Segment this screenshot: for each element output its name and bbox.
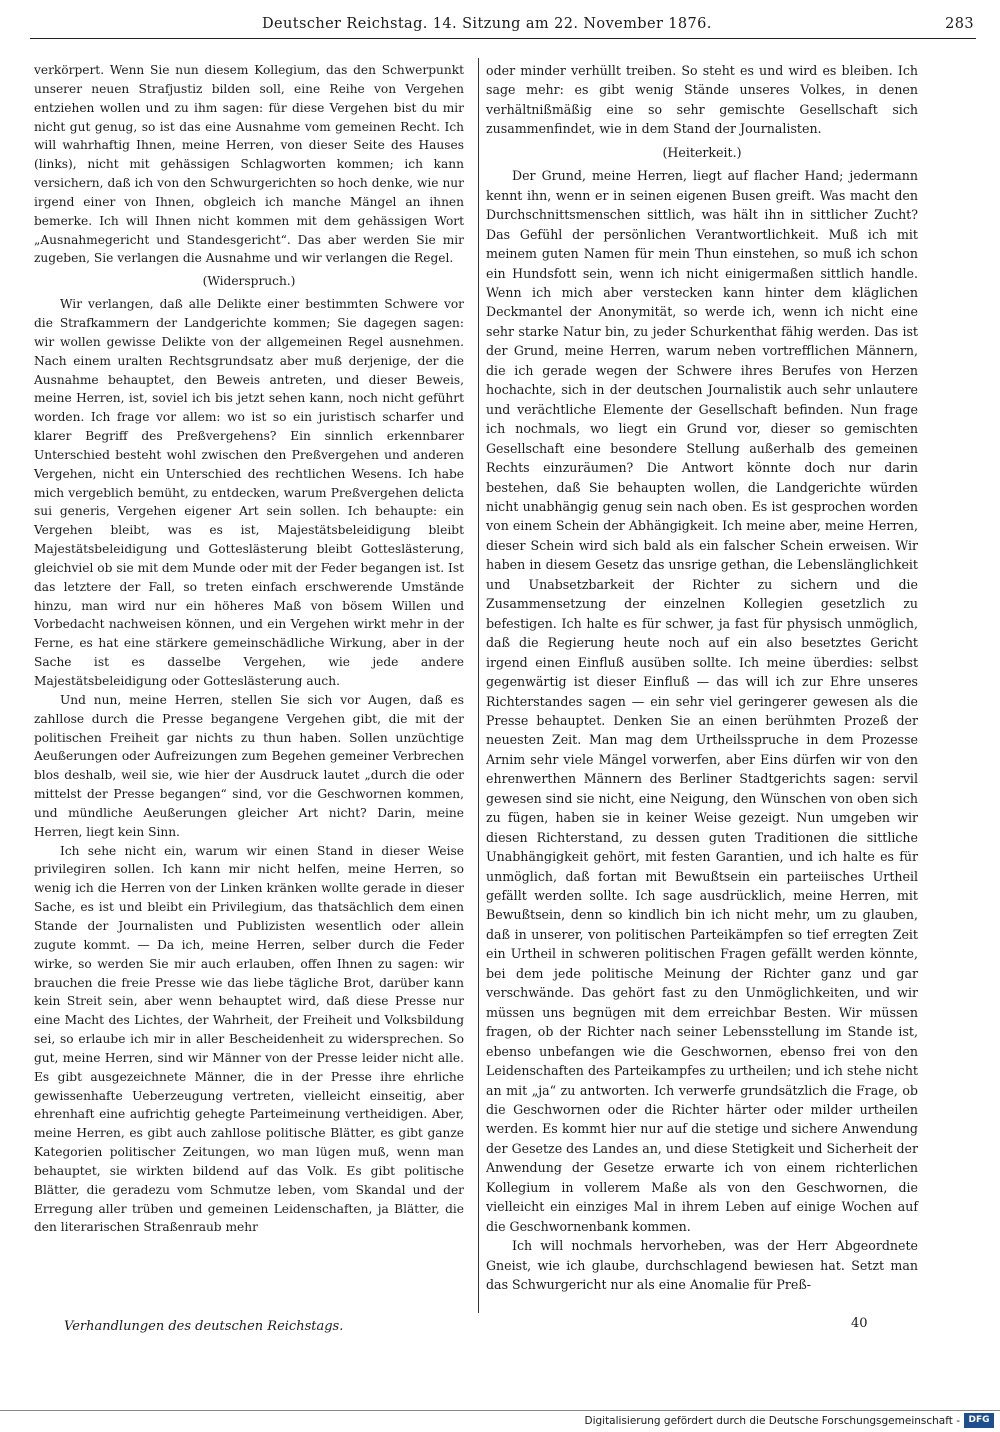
running-header	[30, 12, 980, 38]
right-column	[486, 61, 918, 1295]
interjection: (Heiterkeit.)	[662, 144, 742, 160]
dfg-logo: DFG	[964, 1413, 994, 1428]
column-footer: Verhandlungen des deutschen Reichstags.	[64, 1319, 344, 1334]
paragraph: Ich will nochmals hervorheben, was der Herr Abgeordnete Gneist, wie ich glaube, durchschlagend bewiesen hat. Setzt man das Schwurgericht nur als eine Anomalie für Preß-	[486, 1238, 918, 1293]
paragraph: verkörpert. Wenn Sie nun diesem Kollegium, das den Schwerpunkt unserer neuen Strafjustiz bilden soll, eine Reihe von Vergehen entziehen wollen und zu ihm sagen: für diese Vergehen bist du mir nicht gut genug, so ist das eine Ausnahme vom gemeinen Recht. Ich will wahrhaftig Ihnen, meine Herren, von dieser Seite des Hauses (links), nicht mit gehässigen Schlagworten kommen; ich kann versichern, daß ich von den Schwurgerichten so hoch denke, wie nur irgend einer von Ihnen, obgleich ich manche Mängel an ihnen bemerke. Ich will Ihnen nicht kommen mit dem gehässigen Wort „Ausnahmegericht und Standesgericht“. Das aber werden Sie mir zugeben, Sie verlangen die Ausnahme und wir verlangen die Regel.	[34, 63, 464, 266]
paragraph: oder minder verhüllt treiben. So steht es und wird es bleiben. Ich sage mehr: es gibt wenig Stände unseres Volkes, in denen verhältnißmäßig eine so sehr gemischte Gesellschaft sich zusammenfindet, wie in dem Stand der Journalisten.	[486, 63, 918, 137]
footer-rule	[0, 1410, 1000, 1411]
header-title: Deutscher Reichstag. 14. Sitzung am 22. November 1876.	[262, 16, 712, 32]
header-rule	[30, 38, 976, 39]
sheet-number: 40	[851, 1316, 868, 1331]
digitization-credit: Digitalisierung gefördert durch die Deutsche Forschungsgemeinschaft -	[584, 1415, 960, 1427]
paragraph: Wir verlangen, daß alle Delikte einer bestimmten Schwere vor die Strafkammern der Landgerichte kommen; Sie dagegen sagen: wir wollen gewisse Delikte von der allgemeinen Regel ausnehmen. Nach einem uralten Rechtsgrundsatz aber muß derjenige, der die Ausnahme behauptet, den Beweis antreten, und dieser Beweis, meine Herren, ist, soviel ich bis jetzt sehen kann, noch nicht geführt worden. Ich frage vor allem: wo ist so ein juristisch scharfer und klarer Begriff des Preßvergehens? Ein sinnlich erkennbarer Unterschied besteht wohl zwischen den Preßvergehen und anderen Vergehen, nicht ein Unterschied des rechtlichen Wesens. Ich habe mich vergeblich bemüht, zu entdecken, warum Preßvergehen delicta sui generis, Vergehen eigener Art sein sollen. Ich behaupte: ein Vergehen bleibt, was es ist, Majestätsbeleidigung bleibt Majestätsbeleidigung und Gotteslästerung bleibt Gotteslästerung, gleichviel ob sie mit dem Munde oder mit der Feder begangen ist. Ist das letztere der Fall, so treten einfach erschwerende Umstände hinzu, man wird nur ein höheres Maß von bösem Willen und Vorbedacht nachweisen können, und ein Vergehen wirkt mehr in der Ferne, es hat eine stärkere gemeinschädliche Wirkung, aber in der Sache ist es dasselbe Vergehen, wie jede andere Majestätsbeleidigung oder Gotteslästerung auch.	[34, 297, 464, 688]
page-number: 283	[945, 16, 974, 32]
column-divider	[478, 58, 479, 1313]
paragraph: Der Grund, meine Herren, liegt auf flacher Hand; jedermann kennt ihn, wenn er in seinen eigenen Busen greift. Was macht den Durchschnittsmenschen sittlich, was hält ihn in sittlicher Zucht? Das Gefühl der persönlichen Verantwortlichkeit. Muß ich mit meinem guten Namen für mein Thun einstehen, so muß ich schon ein Hundsfott sein, wenn ich nicht einigermaßen sittlich handle. Wenn ich mich aber verstecken kann hinter dem kläglichen Deckmantel der Anonymität, so werde ich, wenn ich nicht eine sehr starke Natur bin, zu jeder Schurkenthat fähig werden. Das ist der Grund, meine Herren, warum neben vortrefflichen Männern, die ich gerade wegen der Schwere ihres Berufes von Herzen hochachte, sich in der deutschen Journalistik auch sehr unlautere und verächtliche Elemente der Gesellschaft befinden. Nun frage ich nochmals, wo liegt ein Grund vor, dieser so gemischten Gesellschaft eine besondere Stellung außerhalb des gemeinen Rechts einzuräumen? Die Antwort könnte doch nur darin bestehen, daß Sie behaupten wollen, die Landgerichte würden nicht unabhängig genug sein nach oben. Es ist gesprochen worden von einem Schein der Abhängigkeit. Ich meine aber, meine Herren, dieser Schein wird sich bald als ein falscher Schein erweisen. Wir haben in diesem Gesetz das unsrige gethan, die Lebenslänglichkeit und Unabsetzbarkeit der Richter zu sichern und die Zusammensetzung der einzelnen Kollegien gesetzlich zu befestigen. Ich halte es für schwer, ja fast für physisch unmöglich, daß die Regierung heute noch auf ein also besetztes Gericht irgend einen Einfluß ausüben sollte. Ich meine überdies: selbst gegenwärtig ist dieser Einfluß — das will ich zur Ehre unseres Richterstandes sagen — ein sehr viel geringerer gewesen als die Presse behauptet. Denken Sie an einen berühmten Prozeß der neuesten Zeit. Man mag dem Urtheilsspruche in dem Prozesse Arnim sehr viele Mängel vorwerfen, aber Eins dürfen wir von den ehrenwerthen Männern des Berliner Stadtgerichts sagen: servil gewesen sind sie nicht, eine Neigung, den Wünschen von oben sich zu fügen, haben sie in keiner Weise gezeigt. Nun umgeben wir diesen Richterstand, zu dessen guten Traditionen die sittliche Unabhängigkeit gehört, mit festen Garantien, und ich halte es für unmöglich, daß fortan mit Bewußtsein ein parteiisches Urtheil gefällt werden sollte. Ich sage ausdrücklich, meine Herren, mit Bewußtsein, denn so kindlich bin ich nicht mehr, um zu glauben, daß in unserer, von politischen Parteikämpfen so tief erregten Zeit ein Urtheil in schweren politischen Fragen gefällt werden könnte, bei dem jede politische Meinung der Richter ganz und gar verschwände. Das gehört fast zu den Unmöglichkeiten, und wir müssen uns begnügen mit dem erreichbar Besten. Wir müssen fragen, ob der Richter nach seiner Lebensstellung im Stande ist, ebenso unbefangen wie die Geschwornen, ebenso frei von den Leidenschaften des Parteikampfes zu urtheilen; und ich stehe nicht an mit „ja“ zu antworten. Ich verwerfe grundsätzlich die Frage, ob die Geschwornen oder die Richter härter oder milder urtheilen werden. Es kommt hier nur auf die stetige und sichere Anwendung der Gesetze des Landes an, und diese Stetigkeit und Sicherheit der Anwendung der Gesetze erwarte ich von einem richterlichen Kollegium in vollerem Maße als von den Geschwornen, die vielleicht ein einziges Mal in ihrem Leben auf einige Wochen auf die Geschwornenbank kommen.	[486, 168, 918, 1234]
interjection: (Widerspruch.)	[202, 274, 296, 289]
left-column	[34, 61, 464, 1237]
paragraph: Ich sehe nicht ein, warum wir einen Stand in dieser Weise privilegiren sollen. Ich kann mir nicht helfen, meine Herren, so wenig ich die Herren von der Linken kränken wollte gerade in dieser Sache, es ist und bleibt ein Privilegium, das thatsächlich dem einen Stande der Journalisten und Publizisten wesentlich oder allein zugute kommt. — Da ich, meine Herren, selber durch die Feder wirke, so werden Sie mir auch erlauben, offen Ihnen zu sagen: wir brauchen die freie Presse wie das liebe tägliche Brot, darüber kann kein Streit sein, aber wenn behauptet wird, daß diese Presse nur eine Macht des Lichtes, der Wahrheit, der Freiheit und Volksbildung sei, so erlaube ich mir in aller Bescheidenheit zu widersprechen. So gut, meine Herren, sind wir Männer von der Presse leider nicht alle. Es gibt ausgezeichnete Männer, die in der Presse ihre ehrliche gewissenhafte Ueberzeugung vertreten, vielleicht einseitig, aber ehrenhaft eine aufrichtig gehegte Parteimeinung vertheidigen. Aber, meine Herren, es gibt auch zahllose politische Blätter, es gibt ganze Kategorien politischer Zeitungen, wo man lügen muß, wenn man behauptet, sie wirkten bildend auf das Volk. Es gibt politische Blätter, die geradezu vom Schmutze leben, vom Skandal und der Erregung aller trüben und gemeinen Leidenschaften, ja Blätter, die den literarischen Straßenraub mehr	[34, 843, 464, 1235]
paragraph: Und nun, meine Herren, stellen Sie sich vor Augen, daß es zahllose durch die Presse begangene Vergehen gibt, die mit der politischen Freiheit gar nichts zu thun haben. Sollen unzüchtige Aeußerungen oder Aufreizungen zum Begehen gemeiner Verbrechen blos deshalb, weil sie, wie hier der Ausdruck lautet „durch die oder mittelst der Presse begangen“ sind, vor die Geschwornen kommen, und mündliche Aeußerungen gleicher Art nicht? Darin, meine Herren, liegt kein Sinn.	[34, 692, 464, 839]
